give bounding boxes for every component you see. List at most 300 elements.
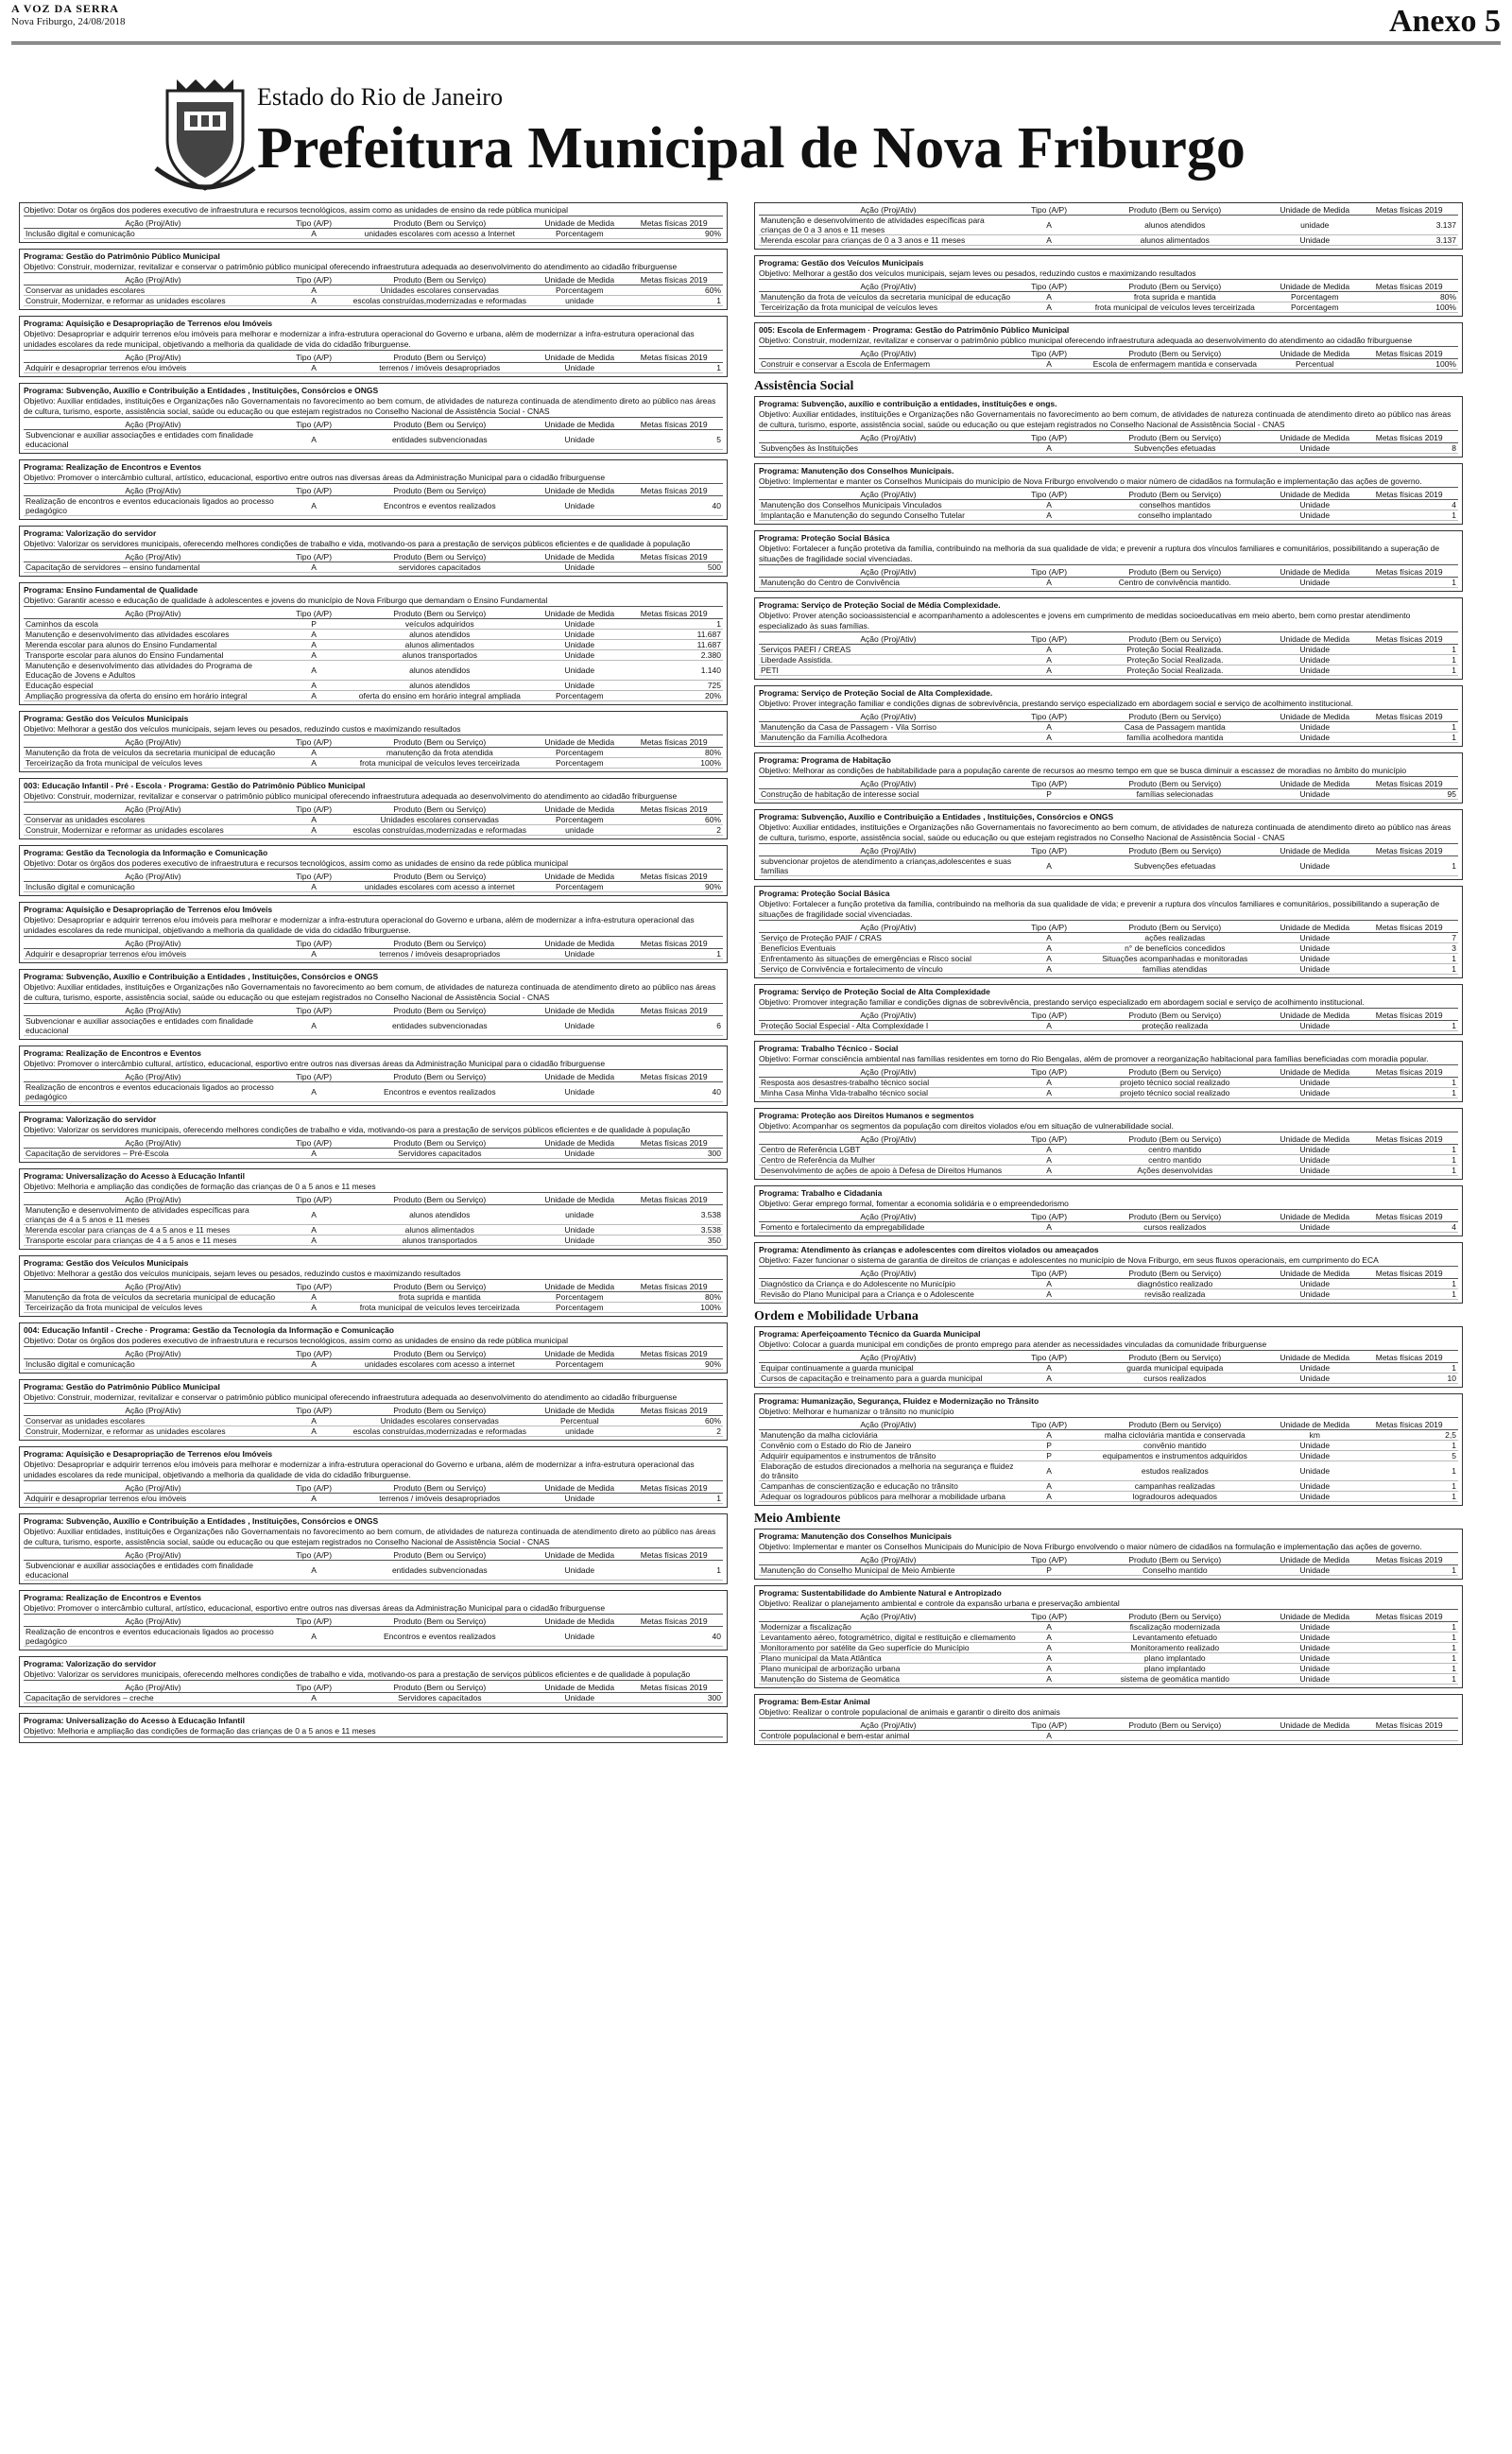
column-header-acao: Ação (Proj/Ativ) — [759, 712, 1018, 722]
goal-cell: 100% — [625, 758, 723, 769]
program-block — [19, 778, 728, 839]
action-cell: Centro de Referência da Mulher — [759, 1155, 1018, 1166]
column-header-tipo: Tipo (A/P) — [1018, 567, 1081, 578]
type-cell: A — [1018, 1643, 1081, 1653]
right-column — [754, 202, 1463, 1751]
goals-table-body — [759, 645, 1458, 676]
table-row — [759, 235, 1458, 246]
program-block — [754, 886, 1463, 978]
goals-table — [759, 1353, 1458, 1384]
table-row — [759, 655, 1458, 665]
goal-cell: 1 — [1360, 578, 1458, 588]
column-header-acao: Ação (Proj/Ativ) — [24, 353, 283, 363]
column-header-tipo: Tipo (A/P) — [1018, 490, 1081, 500]
header-row — [24, 218, 723, 229]
newspaper-name: A VOZ DA SERRA — [11, 2, 119, 15]
goal-cell: 3 — [1360, 943, 1458, 954]
type-cell: A — [283, 825, 346, 836]
goals-table-head — [24, 1483, 723, 1494]
unit-cell: Unidade — [1269, 1078, 1360, 1088]
column-header-tipo: Tipo (A/P) — [1018, 1720, 1081, 1731]
product-cell: entidades subvencionadas — [345, 1561, 534, 1581]
program-block — [19, 1322, 728, 1374]
program-objective: Objetivo: Prover atenção socioassistencial e acompanhamento a adolescentes e jovens em cumprimento de medidas socioeducativas em meio aberto, bem como prestar atendimento especializado às suas famílias. — [759, 611, 1458, 632]
column-header-acao: Ação (Proj/Ativ) — [24, 420, 283, 430]
column-header-unidade: Unidade de Medida — [1269, 1269, 1360, 1279]
goals-table-head — [759, 1212, 1458, 1222]
goals-table-body — [24, 619, 723, 701]
product-cell: malha cicloviária mantida e conservada — [1080, 1430, 1269, 1441]
goals-table-head — [24, 275, 723, 285]
goals-table-head — [24, 420, 723, 430]
product-cell: projeto técnico social realizado — [1080, 1078, 1269, 1088]
goals-table-head — [759, 923, 1458, 933]
column-header-produto: Produto (Bem ou Serviço) — [1080, 282, 1269, 292]
program-title: Programa: Valorização do servidor — [24, 1115, 157, 1124]
column-header-unidade: Unidade de Medida — [534, 1683, 625, 1693]
type-cell: A — [1018, 1021, 1081, 1031]
program-title: Programa: Valorização do servidor — [24, 528, 157, 538]
table-row — [759, 964, 1458, 975]
column-header-metas: Metas físicas 2019 — [625, 1550, 723, 1561]
goal-cell: 725 — [625, 681, 723, 691]
goals-table-body — [24, 1205, 723, 1246]
product-cell: alunos atendidos — [1080, 216, 1269, 235]
goals-table — [24, 275, 723, 306]
table-row — [24, 1205, 723, 1225]
goal-cell: 3.538 — [625, 1225, 723, 1236]
unit-cell: Porcentagem — [534, 1292, 625, 1303]
program-title: Programa: Programa de Habitação — [759, 755, 891, 765]
header-row — [759, 1134, 1458, 1145]
unit-cell: Percentual — [534, 1416, 625, 1426]
header-row — [24, 1006, 723, 1016]
table-row — [759, 943, 1458, 954]
goals-table — [759, 846, 1458, 876]
goals-table-body — [759, 216, 1458, 246]
action-cell: Minha Casa Minha Vida-trabalho técnico social — [759, 1088, 1018, 1098]
section-title: Meio Ambiente — [754, 1512, 841, 1526]
action-cell: Plano municipal de arborização urbana — [759, 1664, 1018, 1674]
type-cell: A — [283, 748, 346, 758]
action-cell: Capacitação de servidores – ensino fundamental — [24, 562, 283, 573]
table-row — [759, 933, 1458, 943]
column-header-unidade: Unidade de Medida — [1269, 490, 1360, 500]
table-row — [759, 789, 1458, 800]
table-row — [759, 1155, 1458, 1166]
goal-cell: 1.140 — [625, 661, 723, 681]
goals-table — [24, 218, 723, 239]
program-objective: Objetivo: Prover integração familiar e condições dignas de sobrevivência, prestando serviço especializado em abordagem social e serviço de acolhimento institucional. — [759, 699, 1458, 710]
program-block — [19, 1446, 728, 1508]
header-row — [24, 420, 723, 430]
column-header-acao: Ação (Proj/Ativ) — [24, 1349, 283, 1359]
column-header-acao: Ação (Proj/Ativ) — [759, 1011, 1018, 1021]
action-cell: Capacitação de servidores – creche — [24, 1693, 283, 1703]
program-block — [19, 202, 728, 243]
column-header-produto: Produto (Bem ou Serviço) — [1080, 634, 1269, 645]
goals-table — [24, 552, 723, 573]
product-cell: frota municipal de veículos leves terceirizada — [345, 758, 534, 769]
goals-table-body — [759, 1565, 1458, 1576]
type-cell: A — [283, 1236, 346, 1246]
goals-table-body — [24, 1016, 723, 1036]
section-title: Assistência Social — [754, 379, 854, 393]
type-cell: A — [283, 1416, 346, 1426]
column-header-tipo: Tipo (A/P) — [283, 1483, 346, 1494]
program-block — [19, 1713, 728, 1743]
product-cell: Servidores capacitados — [345, 1693, 534, 1703]
unit-cell: Unidade — [1269, 235, 1360, 246]
goals-table-body — [759, 933, 1458, 975]
product-cell: Unidades escolares conservadas — [345, 815, 534, 825]
header-row — [759, 779, 1458, 789]
program-block — [754, 752, 1463, 804]
goals-table — [759, 1612, 1458, 1685]
goals-table-body — [24, 748, 723, 769]
table-row — [759, 1461, 1458, 1481]
program-objective: Objetivo: Implementar e manter os Conselhos Municipais do município de Nova Friburgo envolvendo o maior número de cidadãos na formulação e implementação das ações de governo. — [759, 476, 1458, 488]
type-cell: A — [1018, 1078, 1081, 1088]
table-row — [759, 1363, 1458, 1374]
program-objective: Objetivo: Desapropriar e adquirir terrenos e/ou imóveis para melhorar e modernizar a infra-estrutura operacional do Governo e urbana, além de modernizar a infra-estrutura operacional das unidades escolares da rede municipal, objetivando a melhoria da qualidade de vida do cidadão friburguense. — [24, 915, 723, 937]
action-cell: Manutenção da Casa de Passagem - Vila Sorriso — [759, 722, 1018, 733]
program-objective: Objetivo: Fazer funcionar o sistema de garantia de direitos de crianças e adolescentes no município de Nova Friburgo, em seus fluxos operacionais, em cumprimento do ECA — [759, 1255, 1458, 1267]
program-block — [754, 1185, 1463, 1236]
goals-table-body — [24, 1082, 723, 1102]
program-title: Programa: Manutenção dos Conselhos Municipais. — [759, 466, 954, 475]
program-title: Programa: Aperfeiçoamento Técnico da Guarda Municipal — [759, 1329, 981, 1339]
unit-cell: Unidade — [534, 1627, 625, 1647]
goals-table-head — [759, 490, 1458, 500]
column-header-unidade: Unidade de Medida — [534, 1138, 625, 1149]
header-row — [759, 349, 1458, 359]
program-title: Programa: Ensino Fundamental de Qualidade — [24, 585, 198, 595]
program-objective: Objetivo: Dotar os órgãos dos poderes executivo de infraestrutura e recursos tecnológicos, assim como as unidades de ensino da rede pública municipal — [24, 1336, 723, 1347]
table-row — [759, 733, 1458, 743]
product-cell: veículos adquiridos — [345, 619, 534, 630]
program-block — [19, 845, 728, 896]
product-cell: diagnóstico realizado — [1080, 1279, 1269, 1289]
product-cell: frota municipal de veículos leves terceirizada — [1080, 302, 1269, 313]
header-row — [759, 923, 1458, 933]
product-cell: conselhos mantidos — [1080, 500, 1269, 510]
goal-cell: 1 — [625, 296, 723, 306]
goal-cell: 90% — [625, 1359, 723, 1370]
program-objective: Objetivo: Garantir acesso e educação de qualidade à adolescentes e jovens do município de Nova Friburgo que demandam o Ensino Fundamental — [24, 596, 723, 607]
goal-cell: 1 — [625, 1561, 723, 1581]
unit-cell: Unidade — [1269, 856, 1360, 876]
table-row — [24, 363, 723, 373]
header-row — [24, 609, 723, 619]
goals-table-head — [759, 779, 1458, 789]
goal-cell: 1 — [1360, 1155, 1458, 1166]
action-cell: Convênio com o Estado do Rio de Janeiro — [759, 1441, 1018, 1451]
goal-cell: 10 — [1360, 1374, 1458, 1384]
goals-table-body — [24, 1693, 723, 1703]
column-header-metas: Metas físicas 2019 — [1360, 779, 1458, 789]
product-cell: alunos atendidos — [345, 630, 534, 640]
header-row — [24, 939, 723, 949]
goal-cell: 90% — [625, 882, 723, 892]
masthead — [151, 74, 1380, 197]
action-cell: Liberdade Assistida. — [759, 655, 1018, 665]
program-block — [754, 1108, 1463, 1180]
column-header-tipo: Tipo (A/P) — [283, 1006, 346, 1016]
program-title: Programa: Gestão do Patrimônio Público Municipal — [24, 1382, 220, 1391]
program-title: 005: Escola de Enfermagem · Programa: Gestão do Patrimônio Público Municipal — [759, 325, 1070, 335]
goals-table — [24, 1006, 723, 1036]
goals-table-body — [24, 1359, 723, 1370]
column-header-acao: Ação (Proj/Ativ) — [24, 552, 283, 562]
unit-cell: Unidade — [534, 430, 625, 450]
header-row — [759, 1212, 1458, 1222]
column-header-unidade: Unidade de Medida — [534, 1006, 625, 1016]
table-row — [759, 1279, 1458, 1289]
column-header-acao: Ação (Proj/Ativ) — [759, 1612, 1018, 1622]
unit-cell: Unidade — [534, 562, 625, 573]
type-cell: A — [1018, 1155, 1081, 1166]
type-cell: A — [1018, 235, 1081, 246]
goals-table — [24, 1616, 723, 1647]
column-header-unidade: Unidade de Medida — [1269, 433, 1360, 443]
column-header-produto: Produto (Bem ou Serviço) — [345, 353, 534, 363]
product-cell: famílias selecionadas — [1080, 789, 1269, 800]
type-cell: A — [1018, 722, 1081, 733]
column-header-metas: Metas físicas 2019 — [1360, 1067, 1458, 1078]
column-header-unidade: Unidade de Medida — [534, 275, 625, 285]
action-cell: Subvencionar e auxiliar associações e entidades com finalidade educacional — [24, 1561, 283, 1581]
table-row — [24, 619, 723, 630]
column-header-unidade: Unidade de Medida — [1269, 349, 1360, 359]
header-row — [759, 1720, 1458, 1731]
goals-table-head — [24, 804, 723, 815]
product-cell: Proteção Social Realizada. — [1080, 665, 1269, 676]
product-cell: Levantamento efetuado — [1080, 1633, 1269, 1643]
goals-table — [24, 939, 723, 959]
goals-table — [759, 634, 1458, 676]
column-header-tipo: Tipo (A/P) — [283, 609, 346, 619]
goal-cell: 20% — [625, 691, 723, 701]
type-cell: A — [283, 1205, 346, 1225]
type-cell: A — [283, 229, 346, 239]
column-header-produto: Produto (Bem ou Serviço) — [345, 939, 534, 949]
unit-cell: Unidade — [1269, 1653, 1360, 1664]
table-row — [759, 665, 1458, 676]
goals-table-body — [24, 285, 723, 306]
action-cell: Monitoramento por satélite da Geo superfície do Município — [759, 1643, 1018, 1653]
goals-table — [24, 1683, 723, 1703]
action-cell: Manutenção dos Conselhos Municipais Vinculados — [759, 500, 1018, 510]
goals-table-body — [24, 1627, 723, 1647]
type-cell: A — [283, 430, 346, 450]
product-cell: entidades subvencionadas — [345, 430, 534, 450]
program-block — [754, 1326, 1463, 1388]
column-header-acao: Ação (Proj/Ativ) — [24, 939, 283, 949]
goal-cell: 2 — [625, 825, 723, 836]
type-cell: A — [1018, 359, 1081, 370]
column-header-metas: Metas físicas 2019 — [625, 1349, 723, 1359]
table-row — [24, 748, 723, 758]
goals-table — [759, 923, 1458, 975]
program-block — [19, 316, 728, 377]
unit-cell: Porcentagem — [534, 229, 625, 239]
table-row — [24, 1494, 723, 1504]
type-cell: A — [1018, 1166, 1081, 1176]
goals-table — [759, 1011, 1458, 1031]
product-cell: plano implantado — [1080, 1653, 1269, 1664]
product-cell: revisão realizada — [1080, 1289, 1269, 1300]
header-row — [759, 567, 1458, 578]
product-cell: Centro de convivência mantido. — [1080, 578, 1269, 588]
goals-table-body — [759, 443, 1458, 454]
program-title: Programa: Aquisição e Desapropriação de Terrenos e/ou Imóveis — [24, 319, 273, 328]
goals-table — [759, 349, 1458, 370]
column-header-produto: Produto (Bem ou Serviço) — [1080, 205, 1269, 216]
goal-cell: 1 — [1360, 655, 1458, 665]
goals-table-head — [759, 1555, 1458, 1565]
column-header-acao: Ação (Proj/Ativ) — [759, 1555, 1018, 1565]
column-header-acao: Ação (Proj/Ativ) — [759, 1720, 1018, 1731]
table-row — [759, 1653, 1458, 1664]
goals-table — [759, 1067, 1458, 1098]
goal-cell: 4 — [1360, 1222, 1458, 1233]
column-header-tipo: Tipo (A/P) — [283, 353, 346, 363]
table-row — [759, 216, 1458, 235]
type-cell: A — [1018, 1653, 1081, 1664]
program-objective: Objetivo: Promover o intercâmbio cultural, artístico, educacional, esportivo entre outros nas diversas áreas da Administração Municipal para o cidadão friburguense — [24, 1059, 723, 1070]
type-cell: A — [283, 285, 346, 296]
type-cell: A — [283, 650, 346, 661]
column-header-acao: Ação (Proj/Ativ) — [24, 1616, 283, 1627]
action-cell: Serviço de Proteção PAIF / CRAS — [759, 933, 1018, 943]
goal-cell: 80% — [625, 748, 723, 758]
product-cell: campanhas realizadas — [1080, 1481, 1269, 1492]
table-row — [759, 1374, 1458, 1384]
column-header-acao: Ação (Proj/Ativ) — [24, 872, 283, 882]
table-row — [759, 1145, 1458, 1155]
goals-table-head — [24, 1138, 723, 1149]
column-header-tipo: Tipo (A/P) — [283, 939, 346, 949]
column-header-produto: Produto (Bem ou Serviço) — [345, 804, 534, 815]
unit-cell: Unidade — [1269, 722, 1360, 733]
header-row — [759, 282, 1458, 292]
column-header-unidade: Unidade de Medida — [534, 353, 625, 363]
unit-cell: Unidade — [534, 1225, 625, 1236]
program-title: Programa: Aquisição e Desapropriação de Terrenos e/ou Imóveis — [24, 905, 273, 914]
goals-table-head — [24, 552, 723, 562]
unit-cell: Unidade — [534, 640, 625, 650]
goal-cell: 40 — [625, 496, 723, 516]
goals-table-body — [759, 1145, 1458, 1176]
header-row — [24, 804, 723, 815]
program-objective: Objetivo: Formar consciência ambiental nas famílias residentes em torno do Rio Bengalas, além de promover a reorganização habitacional para famílias beneficiadas com moradia popular. — [759, 1054, 1458, 1065]
unit-cell: Unidade — [1269, 1633, 1360, 1643]
column-header-produto: Produto (Bem ou Serviço) — [345, 1616, 534, 1627]
column-header-produto: Produto (Bem ou Serviço) — [1080, 1067, 1269, 1078]
column-header-metas: Metas físicas 2019 — [625, 1616, 723, 1627]
header-row — [759, 1555, 1458, 1565]
column-header-metas: Metas físicas 2019 — [1360, 433, 1458, 443]
table-row — [759, 1430, 1458, 1441]
column-header-tipo: Tipo (A/P) — [1018, 433, 1081, 443]
program-objective: Objetivo: Melhorar a gestão dos veículos municipais, sejam leves ou pesados, reduzindo custos e maximizando resultados — [24, 1269, 723, 1280]
product-cell: Encontros e eventos realizados — [345, 496, 534, 516]
goal-cell: 100% — [625, 1303, 723, 1313]
product-cell: entidades subvencionadas — [345, 1016, 534, 1036]
column-header-acao: Ação (Proj/Ativ) — [759, 1420, 1018, 1430]
column-header-produto: Produto (Bem ou Serviço) — [345, 1683, 534, 1693]
program-block — [754, 1529, 1463, 1580]
table-row — [24, 882, 723, 892]
type-cell: P — [1018, 1441, 1081, 1451]
goal-cell — [1360, 1731, 1458, 1741]
product-cell: guarda municipal equipada — [1080, 1363, 1269, 1374]
action-cell: Enfrentamento às situações de emergências e Risco social — [759, 954, 1018, 964]
column-header-unidade: Unidade de Medida — [534, 420, 625, 430]
action-cell: Desenvolvimento de ações de apoio à Defesa de Direitos Humanos — [759, 1166, 1018, 1176]
goal-cell: 2,5 — [1360, 1430, 1458, 1441]
action-cell: Revisão do Plano Municipal para a Criança e o Adolescente — [759, 1289, 1018, 1300]
program-title: Programa: Trabalho Técnico - Social — [759, 1044, 899, 1053]
column-header-acao: Ação (Proj/Ativ) — [759, 349, 1018, 359]
program-objective: Objetivo: Auxiliar entidades, instituições e Organizações não Governamentais no favorecimento ao bem comum, de atividades de natureza continuada de atendimento direto ao público nas áreas de cultura, turismo, esporte, assistência social, saúde ou educação ou que estejam registrados no Conselho Nacional de Assistência Social - CNAS — [24, 982, 723, 1004]
program-objective: Objetivo: Construir, modernizar, revitalizar e conservar o patrimônio público municipal oferecendo infraestrutura adequada ao desenvolvimento do atendimento ao cidadão friburguense — [24, 791, 723, 803]
program-title: Programa: Subvenção, Auxílio e Contribuição a Entidades , Instituições, Consórcios e ONGS — [759, 812, 1114, 821]
program-objective: Objetivo: Valorizar os servidores municipais, oferecendo melhores condições de trabalho e vida, motivando-os para a prestação de serviços públicos eficientes e de qualidade à população — [24, 539, 723, 550]
product-cell: alunos atendidos — [345, 661, 534, 681]
column-header-produto: Produto (Bem ou Serviço) — [1080, 1212, 1269, 1222]
goals-table-head — [24, 872, 723, 882]
column-header-tipo: Tipo (A/P) — [1018, 349, 1081, 359]
action-cell: Manutenção da Família Acolhedora — [759, 733, 1018, 743]
column-header-produto: Produto (Bem ou Serviço) — [345, 1195, 534, 1205]
goal-cell: 1 — [1360, 510, 1458, 521]
column-header-produto: Produto (Bem ou Serviço) — [1080, 1420, 1269, 1430]
type-cell: A — [283, 1561, 346, 1581]
table-row — [24, 815, 723, 825]
column-header-unidade: Unidade de Medida — [1269, 779, 1360, 789]
goals-table — [24, 1406, 723, 1437]
type-cell: A — [283, 949, 346, 959]
column-header-tipo: Tipo (A/P) — [283, 420, 346, 430]
unit-cell: Unidade — [1269, 1565, 1360, 1576]
program-objective: Objetivo: Fortalecer a função protetiva da família, contribuindo na melhoria da sua qualidade de vida; e prevenir a ruptura dos vínculos familiares e comunitários, possibilitando a superação de situações de fragilidade social vivenciadas. — [759, 899, 1458, 921]
column-header-tipo: Tipo (A/P) — [1018, 846, 1081, 856]
header-row — [759, 1269, 1458, 1279]
goal-cell: 1 — [1360, 1145, 1458, 1155]
goal-cell: 60% — [625, 285, 723, 296]
product-cell: equipamentos e instrumentos adquiridos — [1080, 1451, 1269, 1461]
type-cell: A — [1018, 933, 1081, 943]
header-row — [759, 1612, 1458, 1622]
product-cell: Encontros e eventos realizados — [345, 1082, 534, 1102]
program-block — [19, 711, 728, 772]
action-cell: Terceirização da frota municipal de veículos leves — [24, 758, 283, 769]
goals-table — [24, 872, 723, 892]
goal-cell: 1 — [625, 619, 723, 630]
program-title: Programa: Realização de Encontros e Eventos — [24, 1593, 202, 1602]
goals-table-body — [24, 882, 723, 892]
goals-table-body — [759, 359, 1458, 370]
goals-table-body — [759, 292, 1458, 313]
column-header-unidade: Unidade de Medida — [534, 872, 625, 882]
unit-cell: Unidade — [1269, 964, 1360, 975]
goals-table-head — [759, 1269, 1458, 1279]
action-cell: Transporte escolar para alunos do Ensino Fundamental — [24, 650, 283, 661]
goal-cell: 7 — [1360, 933, 1458, 943]
product-cell: frota municipal de veículos leves terceirizada — [345, 1303, 534, 1313]
